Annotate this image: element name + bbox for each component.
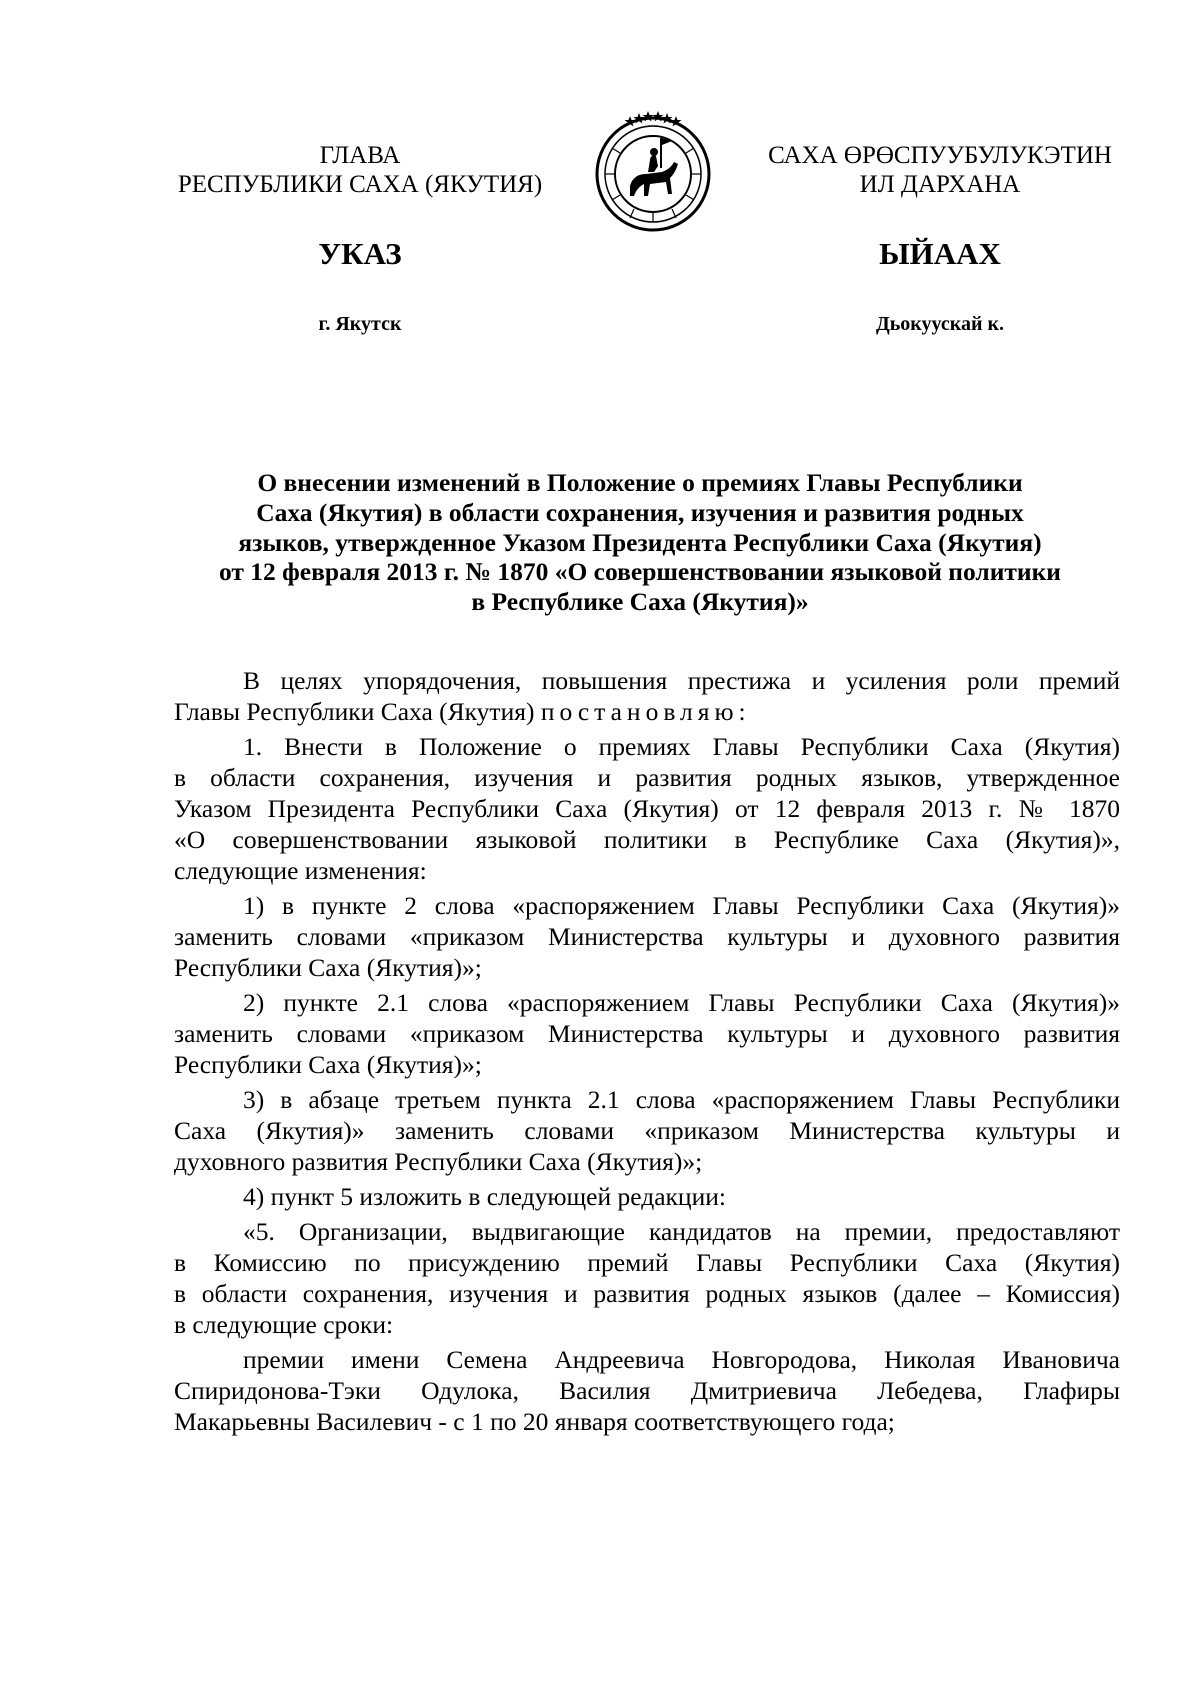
header-right xyxy=(740,141,1140,199)
paragraph-subitem-3 xyxy=(174,1084,1120,1177)
title-line: в Республике Саха (Якутия)» xyxy=(471,587,809,617)
title-line: от 12 февраля 2013 г. № 1870 «О совершенствовании языковой политики xyxy=(218,557,1062,587)
title-line: Саха (Якутия) в области сохранения, изучения и развития родных xyxy=(256,497,1024,527)
text-line: 1. Внести в Положение о премиях Главы Республики Саха (Якутия) xyxy=(243,732,1120,761)
text-line: Саха (Якутия)» заменить словами «приказом Министерства культуры и xyxy=(174,1116,1120,1145)
text-line: в следующие сроки: xyxy=(174,1310,394,1339)
paragraph-item-1 xyxy=(174,731,1120,886)
text-line: В целях упорядочения, повышения престижа и усиления роли премий xyxy=(243,666,1120,695)
text-line: заменить словами «приказом Министерства культуры и духовного развития xyxy=(174,922,1120,951)
sakha-coat-of-arms-icon xyxy=(590,108,716,234)
text-line: заменить словами «приказом Министерства культуры и духовного развития xyxy=(174,1019,1120,1048)
title-line: О внесении изменений в Положение о премиях Главы Республики xyxy=(257,468,1023,497)
text-line: премии имени Семена Андреевича Новгородова, Николая Ивановича xyxy=(243,1345,1120,1374)
header-left-line2: РЕСПУБЛИКИ САХА (ЯКУТИЯ) xyxy=(177,171,543,198)
text-line: «О совершенствовании языковой политики в Республике Саха (Якутия)», xyxy=(174,825,1120,854)
header-right-line1: САХА ӨРӨСПУУБУЛУКЭТИН xyxy=(768,142,1112,169)
text-line: в Комиссию по присуждению премий Главы Республики Саха (Якутия) xyxy=(174,1248,1120,1277)
paragraph-preamble xyxy=(174,665,1120,727)
doc-type-sa: ЫЙААХ xyxy=(879,236,1001,271)
text-line: Спиридонова-Тэки Одулока, Василия Дмитриевича Лебедева, Глафиры xyxy=(174,1376,1120,1405)
text-line: 1) в пункте 2 слова «распоряжением Главы Республики Саха (Якутия)» xyxy=(243,891,1120,920)
doc-type-ru: УКАЗ xyxy=(318,236,402,271)
text-line: 4) пункт 5 изложить в следующей редакции: xyxy=(243,1182,726,1211)
header-right-line2: ИЛ ДАРХАНА xyxy=(859,171,1021,198)
decree-title xyxy=(160,468,1120,617)
text-line: следующие изменения: xyxy=(174,856,427,885)
city-ru: г. Якутск xyxy=(318,313,402,335)
paragraph-subitem-1 xyxy=(174,890,1120,983)
text-line: духовного развития Республики Саха (Якутия)»; xyxy=(174,1147,703,1176)
header-left-line1: ГЛАВА xyxy=(319,142,401,169)
resolve-word: постановляю: xyxy=(540,697,751,726)
text-line: Республики Саха (Якутия)»; xyxy=(174,953,482,982)
text-line: Республики Саха (Якутия)»; xyxy=(174,1050,482,1079)
text-line: в области сохранения, изучения и развития родных языков (далее – Комиссия) xyxy=(174,1279,1120,1308)
text-line: «5. Организации, выдвигающие кандидатов на премии, предоставляют xyxy=(243,1217,1120,1246)
text-line: Указом Президента Республики Саха (Якутия) от 12 февраля 2013 г. № 1870 xyxy=(174,794,1120,823)
paragraph-subitem-4 xyxy=(174,1181,1120,1212)
title-line: языков, утвержденное Указом Президента Республики Саха (Якутия) xyxy=(238,527,1042,557)
text-line xyxy=(174,696,1120,727)
text-line: в области сохранения, изучения и развития родных языков, утвержденное xyxy=(174,763,1120,792)
text-line: 3) в абзаце третьем пункта 2.1 слова «распоряжением Главы Республики xyxy=(243,1085,1120,1114)
text-line: Макарьевны Василевич - с 1 по 20 января соответствующего года; xyxy=(174,1407,895,1436)
paragraph-prize-terms xyxy=(174,1344,1120,1437)
decree-body xyxy=(174,665,1120,1441)
text-fragment: Главы Республики Саха (Якутия) xyxy=(174,697,541,726)
paragraph-subitem-2 xyxy=(174,987,1120,1080)
paragraph-point-5 xyxy=(174,1216,1120,1340)
header-left xyxy=(140,141,580,199)
text-line: 2) пункте 2.1 слова «распоряжением Главы Республики Саха (Якутия)» xyxy=(243,988,1120,1017)
city-sa: Дьокуускай к. xyxy=(875,313,1005,335)
